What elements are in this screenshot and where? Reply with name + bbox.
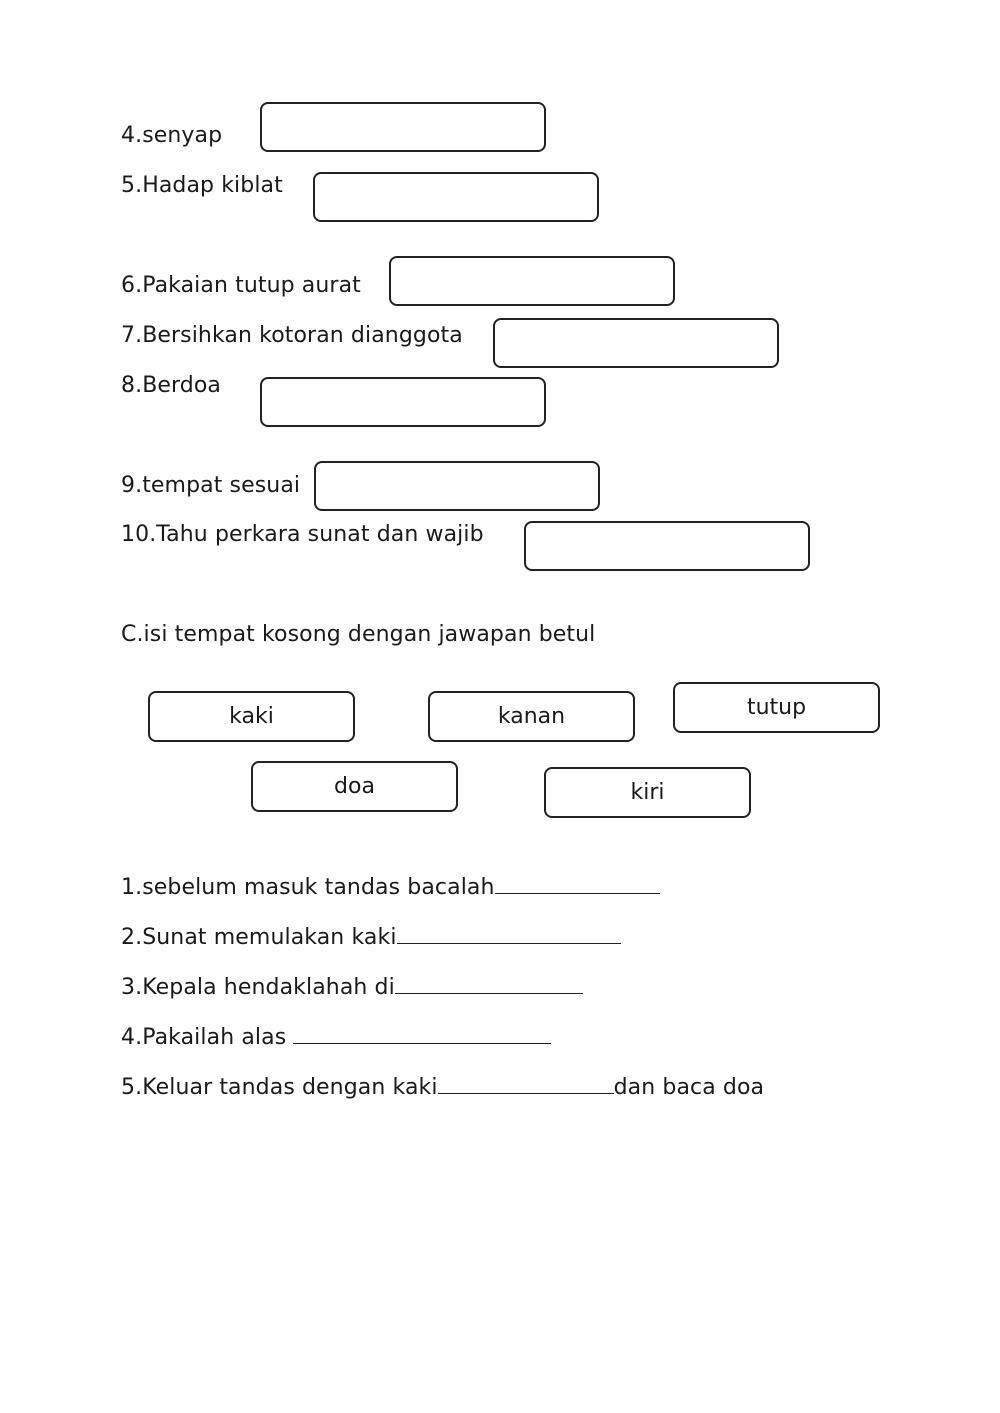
matching-label-5: 5.Hadap kiblat: [121, 173, 283, 198]
word-chip-kaki[interactable]: kaki: [148, 691, 355, 742]
fill-sentence-3: [121, 971, 583, 1002]
fill-blank-3[interactable]: [395, 971, 583, 994]
matching-label-10: 10.Tahu perkara sunat dan wajib: [121, 522, 484, 547]
fill-sentence-4-text: 4.Pakailah alas: [121, 1025, 294, 1050]
answer-box-10[interactable]: [524, 521, 810, 571]
fill-sentence-2-text: 2.Sunat memulakan kaki: [121, 925, 397, 950]
section-c-title: C.isi tempat kosong dengan jawapan betul: [121, 622, 596, 647]
word-chip-tutup[interactable]: tutup: [673, 682, 880, 733]
matching-label-7: 7.Bersihkan kotoran dianggota: [121, 323, 463, 348]
fill-sentence-5-after: dan baca doa: [613, 1075, 765, 1100]
answer-box-7[interactable]: [493, 318, 779, 368]
fill-sentence-1: [121, 871, 660, 902]
fill-sentence-4: [121, 1021, 551, 1052]
matching-label-4: 4.senyap: [121, 123, 223, 148]
fill-sentence-5-text: 5.Keluar tandas dengan kaki: [121, 1075, 438, 1100]
fill-blank-1[interactable]: [495, 871, 660, 894]
fill-sentence-3-text: 3.Kepala hendaklahah di: [121, 975, 395, 1000]
fill-blank-2[interactable]: [397, 921, 621, 944]
answer-box-8[interactable]: [260, 377, 546, 427]
fill-blank-4[interactable]: [293, 1021, 551, 1044]
fill-blank-5[interactable]: [438, 1071, 614, 1094]
answer-box-4[interactable]: [260, 102, 546, 152]
matching-label-9: 9.tempat sesuai: [121, 473, 301, 498]
answer-box-5[interactable]: [313, 172, 599, 222]
answer-box-6[interactable]: [389, 256, 675, 306]
fill-sentence-5: [121, 1071, 764, 1102]
fill-sentence-2: [121, 921, 621, 952]
matching-label-6: 6.Pakaian tutup aurat: [121, 273, 361, 298]
word-chip-kiri[interactable]: kiri: [544, 767, 751, 818]
matching-label-8: 8.Berdoa: [121, 373, 221, 398]
answer-box-9[interactable]: [314, 461, 600, 511]
word-chip-kanan[interactable]: kanan: [428, 691, 635, 742]
fill-sentence-1-text: 1.sebelum masuk tandas bacalah: [121, 875, 495, 900]
word-chip-doa[interactable]: doa: [251, 761, 458, 812]
